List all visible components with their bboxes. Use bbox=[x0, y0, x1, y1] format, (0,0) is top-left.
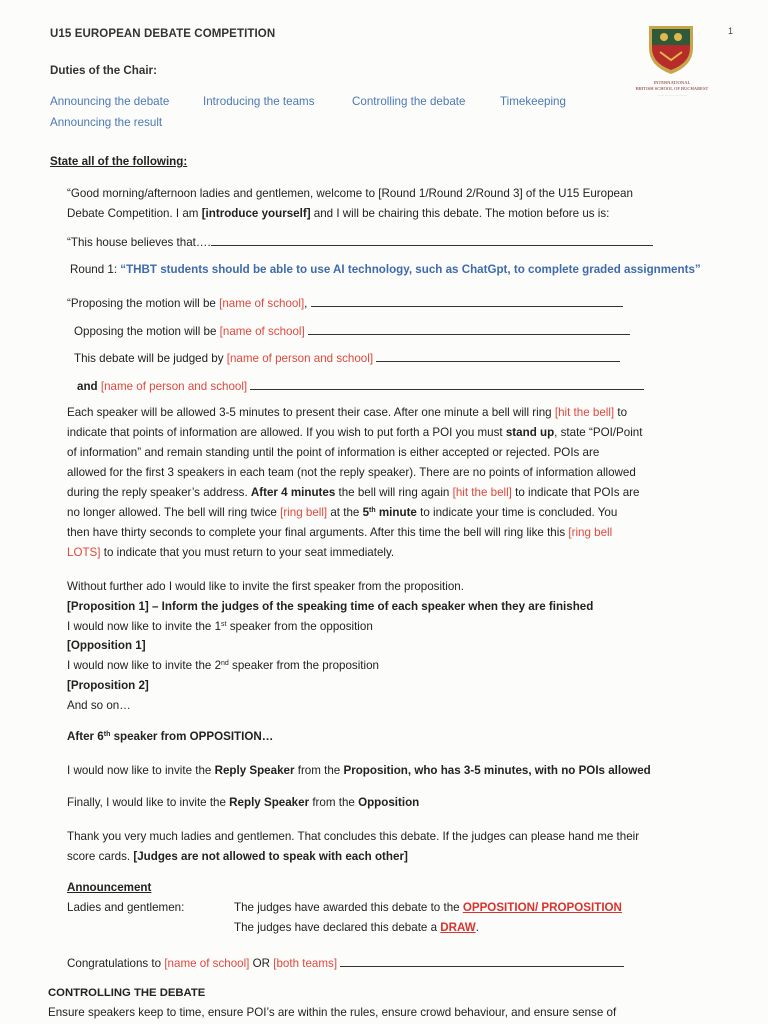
motion-line: “This house believes that…. bbox=[67, 234, 687, 249]
rules-paragraph: Each speaker will be allowed 3-5 minutes to present their case. After one minute a bell will ring [hit the bell] to indicate that points of information are allowed. If you wish to put forth a POI you must stand up, state “POI/Point of information” and remain standing until the point of information is either accepted or rejected. POIs are allowed for the first 3 speakers in each team (not the reply speaker). There are no points of information allowed during the reply speaker’s address. After 4 minutes the bell will ring again [hit the bell] to indicate that POIs are no longer allowed. The bell will ring twice [ring bell] at the 5th minute to indicate your time is concluded. You then have thirty seconds to complete your final arguments. After this time the bell will ring like this [ring bell LOTS] to indicate that you must return to your seat immediately. bbox=[67, 406, 643, 559]
school-crest-logo bbox=[640, 18, 702, 76]
proposing-line: “Proposing the motion will be [name of school], bbox=[67, 295, 623, 310]
intro-paragraph: “Good morning/afternoon ladies and gentlemen, welcome to [Round 1/Round 2/Round 3] of the U15 European Debate Competition. I am [introduce yourself] and I will be chairing this debate. The motion before us is: bbox=[67, 187, 633, 220]
duty-timekeeping: Timekeeping bbox=[500, 95, 566, 108]
duty-controlling-debate: Controlling the debate bbox=[352, 95, 466, 108]
judged-and-line: and [name of person and school] bbox=[77, 378, 644, 393]
closing-paragraph: Thank you very much ladies and gentlemen. That concludes this debate. If the judges can please hand me their score cards. [Judges are not allowed to speak with each other] bbox=[67, 830, 640, 863]
duty-announcing-result: Announcing the result bbox=[50, 116, 163, 129]
duty-introducing-teams: Introducing the teams bbox=[203, 95, 315, 108]
document-title: U15 EUROPEAN DEBATE COMPETITION bbox=[50, 28, 276, 40]
reply-speaker-proposition: I would now like to invite the Reply Speaker from the Proposition, who has 3-5 minutes, with no POIs allowed bbox=[67, 764, 651, 777]
controlling-heading: CONTROLLING THE DEBATE bbox=[48, 987, 206, 999]
opposing-line: Opposing the motion will be [name of school] bbox=[74, 323, 630, 338]
state-heading: State all of the following: bbox=[50, 155, 188, 168]
announcement-heading: Announcement bbox=[67, 881, 152, 894]
round1-motion: Round 1: “THBT students should be able to use AI technology, such as ChatGpt, to complete graded assignments” bbox=[70, 263, 701, 276]
reply-speaker-opposition: Finally, I would like to invite the Reply Speaker from the Opposition bbox=[67, 796, 420, 809]
after-6th-speaker: After 6th speaker from OPPOSITION… bbox=[67, 730, 274, 743]
school-name: INTERNATIONAL BRITISH SCHOOL OF BUCHAREST — — — — — — — — bbox=[635, 80, 709, 97]
duty-announcing-debate: Announcing the debate bbox=[50, 95, 170, 108]
motion-blank bbox=[211, 234, 653, 246]
result-draw: The judges have declared this debate a DRAW. bbox=[234, 921, 479, 934]
result-awarded: The judges have awarded this debate to the OPPOSITION/ PROPOSITION bbox=[234, 901, 622, 914]
duties-heading: Duties of the Chair: bbox=[50, 64, 157, 77]
speakers-section: Without further ado I would like to invite the first speaker from the proposition. [Proposition 1] – Inform the judges of the speaking time of each speaker when they are finished I would now like to invite the 1st speaker from the opposition [Opposition 1] I would now like to invite the 2nd speaker from the proposition [Proposition 2] And so on… bbox=[67, 580, 594, 712]
congratulations-line: Congratulations to [name of school] OR [both teams] bbox=[67, 955, 624, 970]
announcement-label: Ladies and gentlemen: bbox=[67, 901, 185, 914]
page-mark: 1 bbox=[728, 26, 734, 36]
judged-line: This debate will be judged by [name of person and school] bbox=[74, 350, 620, 365]
controlling-text: Ensure speakers keep to time, ensure POI’s are within the rules, ensure crowd behaviour, and ensure sense of bbox=[48, 1006, 617, 1019]
